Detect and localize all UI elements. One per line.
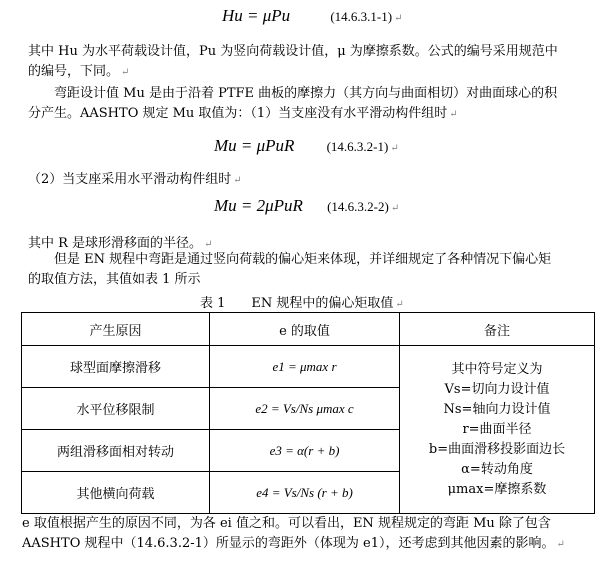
equation-1-number: (14.6.3.1-1) (330, 9, 393, 24)
paragraph-3-text: 其中 R 是球形滑移面的半径。 (28, 236, 203, 251)
header-notes: 备注 (400, 313, 595, 346)
header-cause: 产生原因 (22, 313, 210, 346)
formula-cell (210, 388, 400, 430)
table-caption (200, 292, 404, 311)
header-value: e 的取值 (210, 313, 400, 346)
return-mark-icon: ↵ (204, 239, 213, 250)
cause-cell: 两组滑移面相对转动 (22, 430, 210, 472)
paragraph-5 (22, 514, 597, 555)
note-line: r=曲面半径 (462, 421, 532, 437)
table-caption-text: 表 1 EN 规程中的偏心矩取值 (200, 296, 394, 311)
equation-3-number: (14.6.3.2-2) (327, 199, 389, 214)
formula-e1: e1 = μmax r (272, 358, 337, 374)
formula-cell (210, 472, 400, 514)
equation-2-formula: Mu = μPuR (214, 136, 295, 155)
equation-2-number: (14.6.3.2-1) (326, 139, 389, 154)
paragraph-5-line-1: e 取值根据产生的原因不同，为各 ei 值之和。可以看出，EN 规程规定的弯距 Mu 除了包含 (22, 516, 551, 531)
paragraph-2 (28, 84, 588, 125)
note-line: Ns=轴向力设计值 (443, 401, 551, 417)
note-line: b=曲面滑移投影面边长 (428, 441, 566, 457)
paragraph-5-line-2: AASHTO 规程中（14.6.3.2-1）所显示的弯距外（体现为 e1），还考虑到其他因素的影响。 (22, 536, 555, 551)
case-2-line (28, 168, 242, 187)
table-row (22, 346, 595, 388)
paragraph-4-line-2: 的取值方法，其值如表 1 所示 (28, 272, 201, 287)
return-mark-icon: ↵ (449, 109, 458, 120)
paragraph-1-line-1: 其中 Hu 为水平荷载设计值，Pu 为竖向荷载设计值，μ 为摩擦系数。公式的编号采用规范中 (28, 44, 558, 59)
note-line: μmax=摩擦系数 (447, 481, 547, 497)
formula-e3: e3 = α(r + b) (269, 442, 340, 458)
return-mark-icon: ↵ (556, 539, 565, 550)
note-line: α=转动角度 (461, 461, 533, 477)
equation-3 (214, 196, 399, 216)
paragraph-2-line-2: 分产生。AASHTO 规定 Mu 取值为：（1）当支座没有水平滑动构件组时 (28, 106, 448, 121)
case-2-text: （2）当支座采用水平滑动构件组时 (28, 172, 232, 187)
return-mark-icon: ↵ (121, 67, 130, 78)
return-mark-icon: ↵ (395, 299, 404, 310)
eccentricity-table (21, 312, 595, 514)
cause-cell: 水平位移限制 (22, 388, 210, 430)
equation-2 (214, 136, 399, 156)
return-mark-icon: ↵ (390, 143, 399, 154)
notes-cell (400, 346, 595, 514)
formula-cell (210, 346, 400, 388)
paragraph-4-line-1: 但是 EN 规程中弯距是通过竖向荷载的偏心矩来体现，并详细规定了各种情况下偏心矩 (54, 252, 552, 267)
return-mark-icon: ↵ (233, 175, 242, 186)
paragraph-4 (28, 250, 588, 290)
equation-1-formula: Hu = μPu (222, 6, 291, 25)
paragraph-1 (28, 42, 588, 83)
formula-e2: e2 = Vs/Ns μmax c (255, 400, 354, 416)
return-mark-icon: ↵ (394, 13, 403, 24)
formula-cell (210, 430, 400, 472)
formula-e4: e4 = Vs/Ns (r + b) (256, 484, 353, 500)
paragraph-3 (28, 232, 212, 251)
table-header-row (22, 313, 595, 346)
paragraph-2-line-1: 弯距设计值 Mu 是由于沿着 PTFE 曲板的摩擦力（其方向与曲面相切）对曲面球心的积 (54, 86, 558, 101)
paragraph-1-line-2: 的编号，下同。 (28, 64, 120, 79)
return-mark-icon: ↵ (390, 203, 400, 214)
note-line: 其中符号定义为 (451, 361, 543, 377)
cause-cell: 其他横向荷载 (22, 472, 210, 514)
equation-3-formula: Mu = 2μPuR (214, 196, 303, 215)
cause-cell: 球型面摩擦滑移 (22, 346, 210, 388)
equation-1 (222, 6, 402, 26)
note-line: Vs=切向力设计值 (444, 381, 550, 397)
